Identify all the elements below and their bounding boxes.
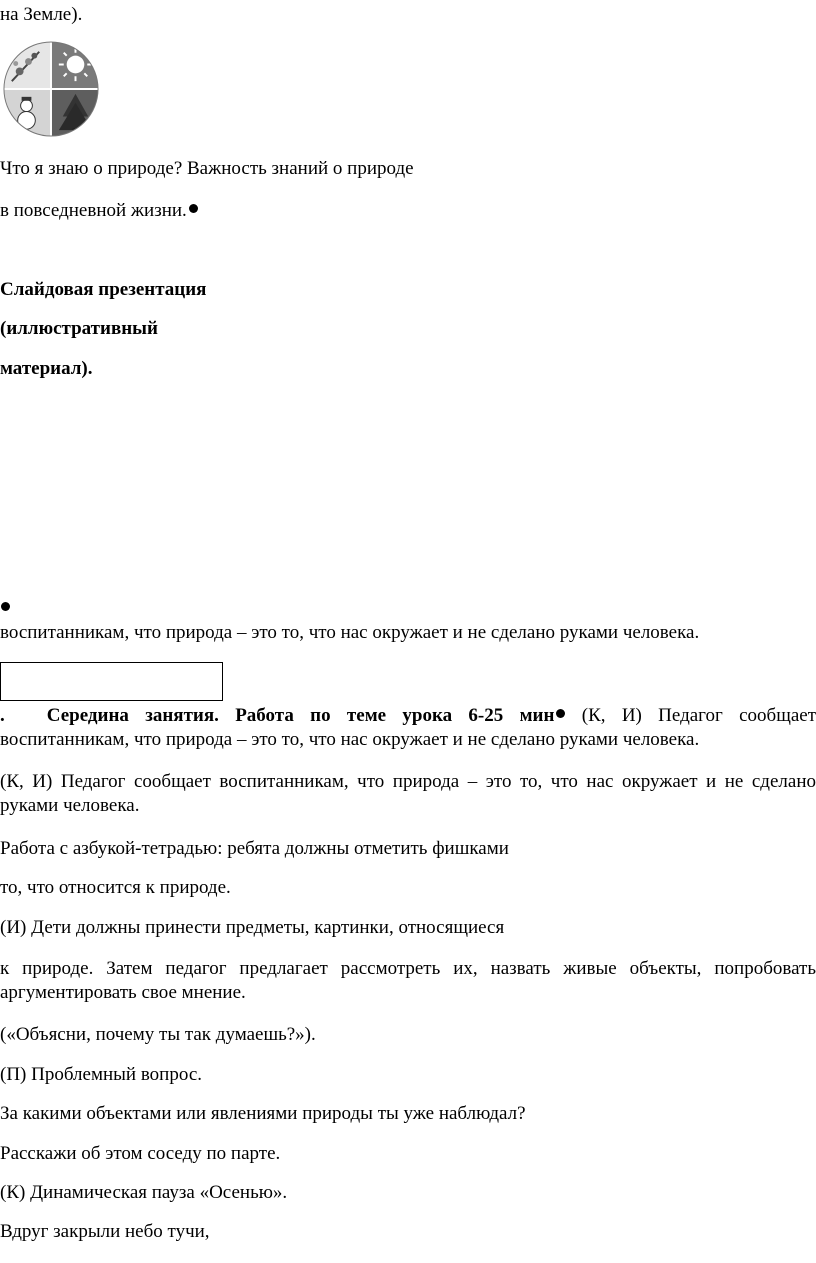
text-line: (П) Проблемный вопрос. [0,1064,202,1085]
bullet-icon [189,204,198,213]
paragraph: (К, И) Педагог сообщает воспитанникам, что природа – это то, что нас окружает и не сделано руками человека. [0,771,816,816]
bullet-icon [556,709,565,718]
bullet-icon [1,602,10,611]
text-line: Вдруг закрыли небо тучи, [0,1221,210,1242]
text-segment: в повседневной жизни. [0,200,187,221]
text-line-bold: (иллюстративный [0,318,158,339]
text-line: («Объясни, почему ты так думаешь?»). [0,1024,316,1045]
text-line: За какими объектами или явлениями природы ты уже наблюдал? [0,1103,526,1124]
list-marker: . [0,705,5,726]
text-line-with-bullet [0,199,198,223]
seasons-image-icon [2,40,100,138]
text-line: Что я знаю о природе? Важность знаний о природе [0,158,414,179]
text-line: Расскажи об этом соседу по парте. [0,1143,281,1164]
empty-table-cell [0,662,223,701]
paragraph: к природе. Затем педагог предлагает рассмотреть их, назвать живые объекты, попробовать аргументировать свое мнение. [0,958,816,1003]
text-line: (И) Дети должны принести предметы, картинки, относящиеся [0,917,505,938]
text-segment: (К, И) Педагог сообщает воспитанникам, что природа – это то, что нас окружает и не сделано руками человека. [0,705,816,750]
text-line: (К) Динамическая пауза «Осенью». [0,1182,288,1203]
section-heading: Середина занятия. Работа по теме урока 6-25 мин [46,705,555,726]
text-line: Работа с азбукой-тетрадью: ребята должны отметить фишками [0,838,509,859]
section-paragraph [0,704,816,752]
text-line: на Земле). [0,4,83,25]
text-line-bold: Слайдовая презентация [0,279,207,300]
text-line: воспитанникам, что природа – это то, что нас окружает и не сделано руками человека. [0,622,700,643]
text-line: то, что относится к природе. [0,877,231,898]
text-line-bold: материал). [0,358,93,379]
